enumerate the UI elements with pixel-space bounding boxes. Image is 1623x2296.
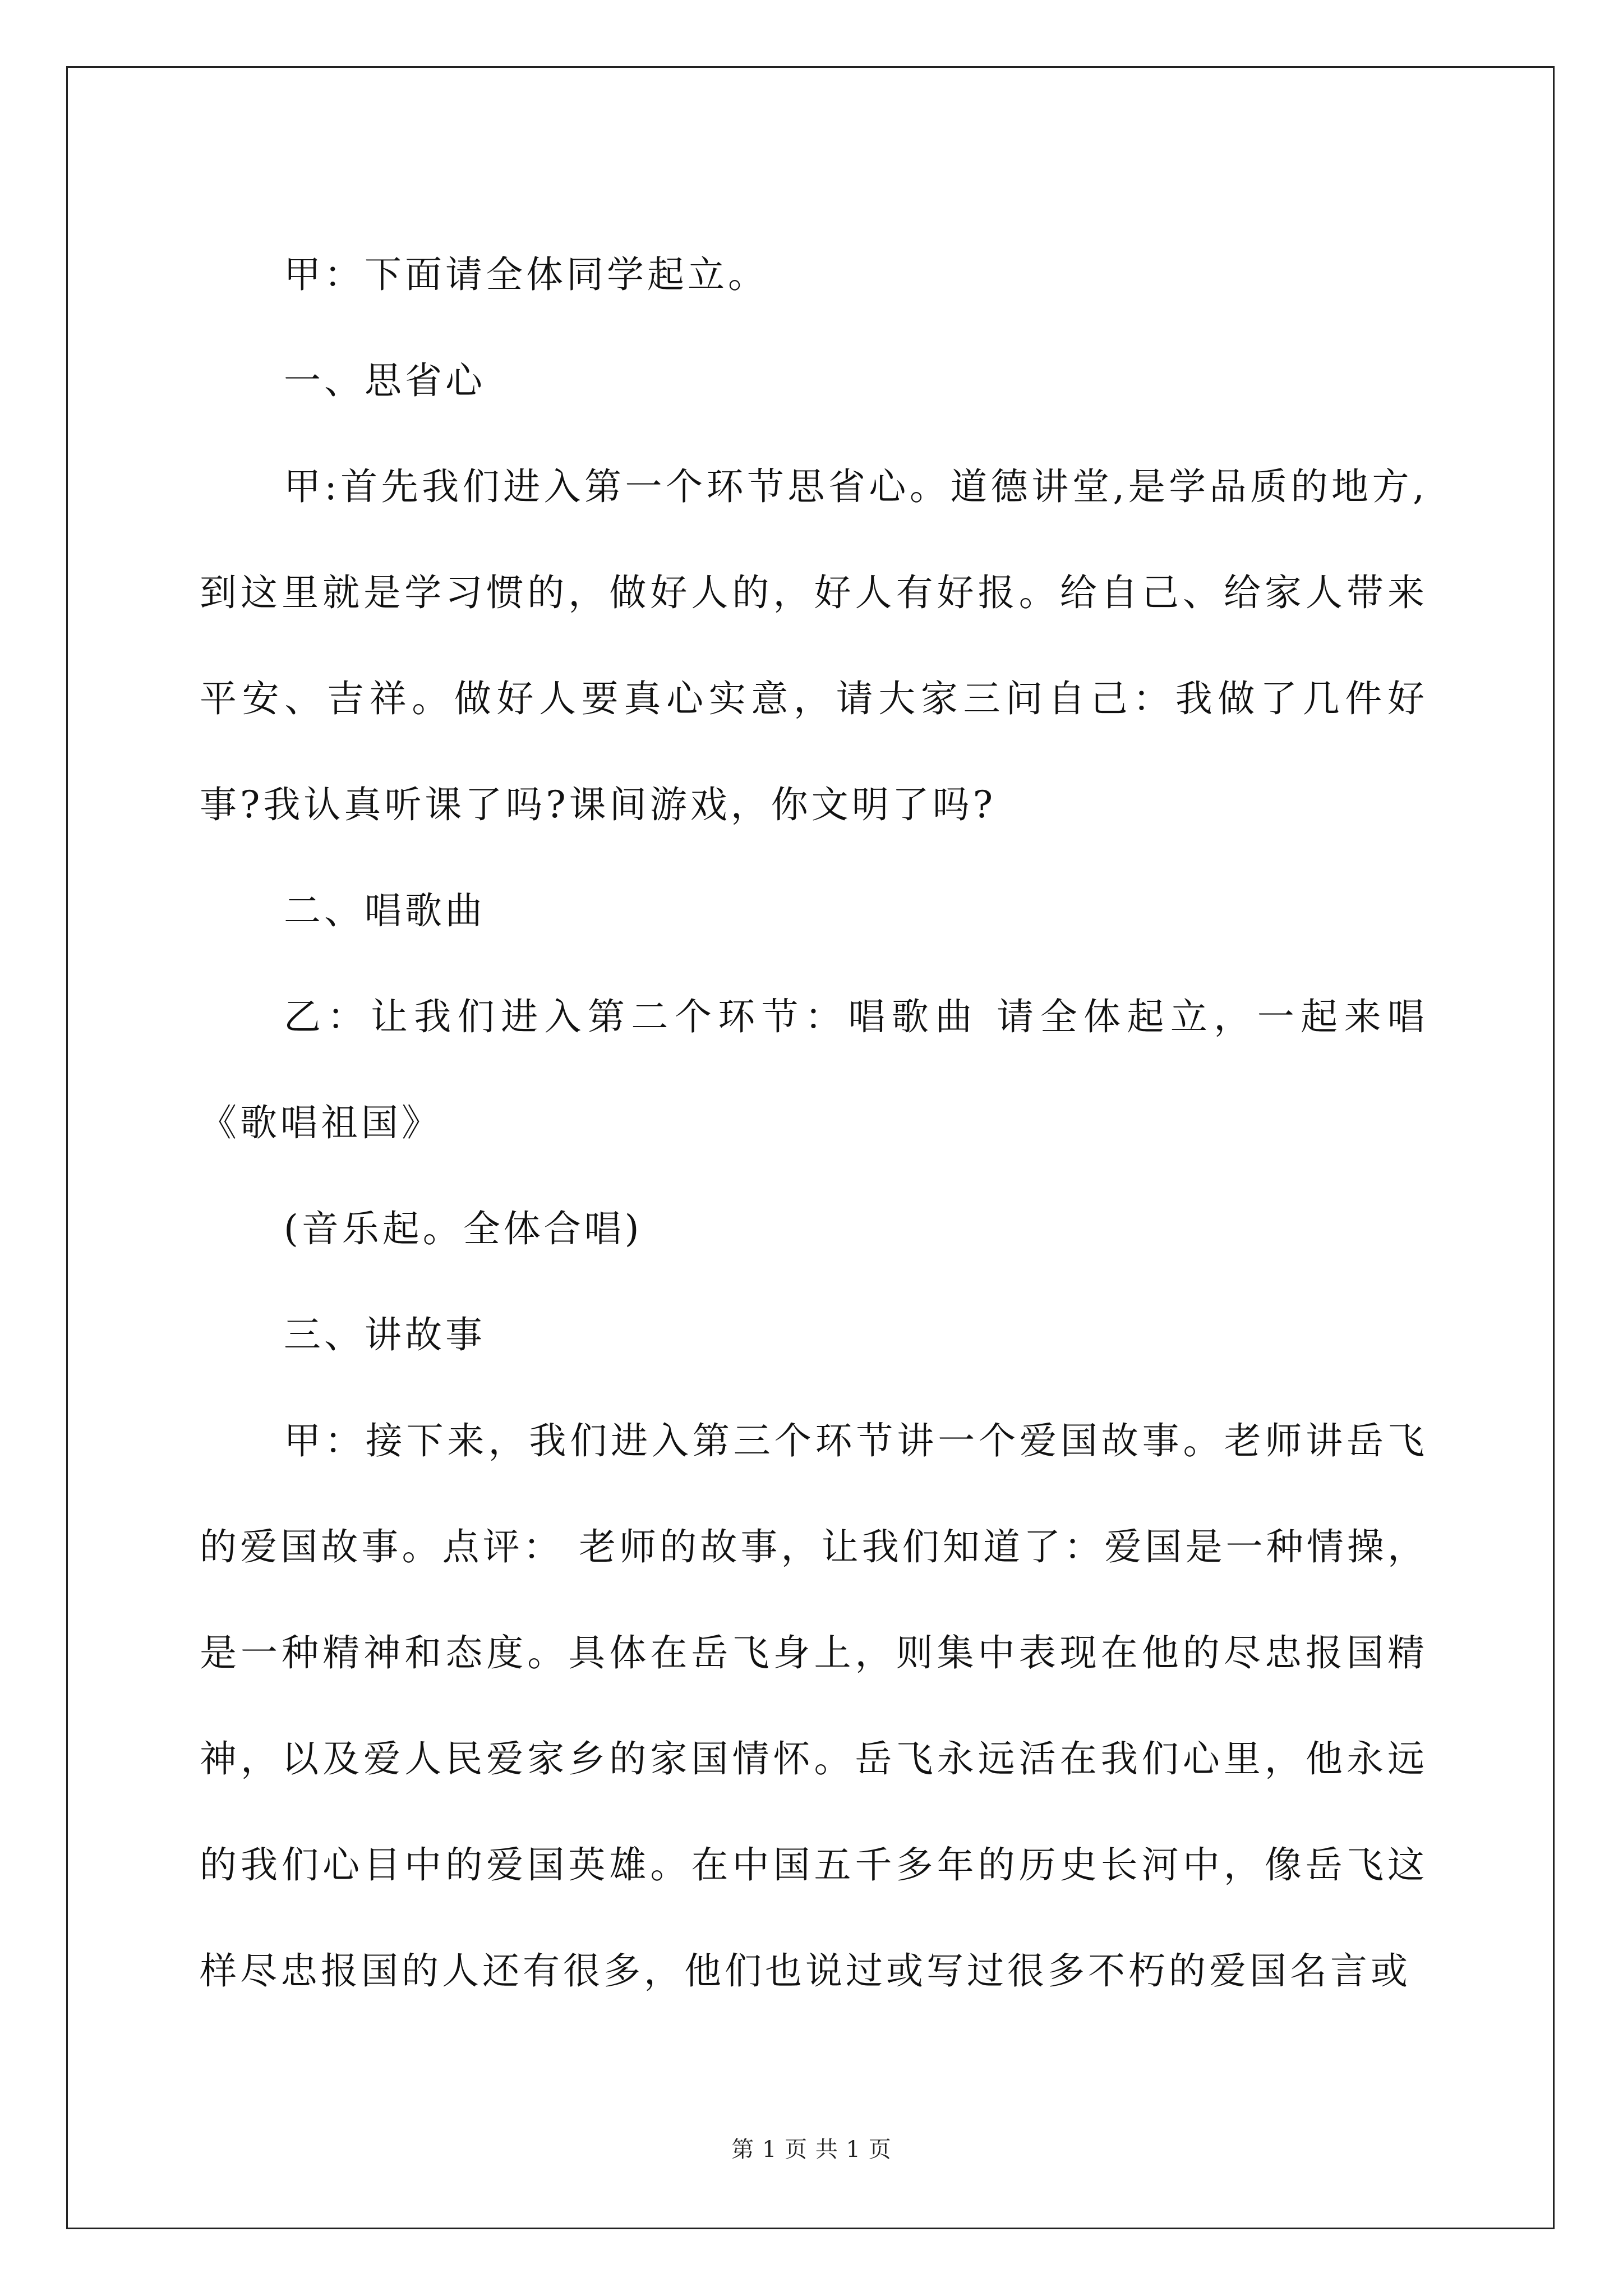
paragraph-reflection: 甲:首先我们进入第一个环节思省心。道德讲堂,是学品质的地方,到这里就是学习惯的，做好人的，好人有好报。给自己、给家人带来平安、吉祥。做好人要真心实意，请大家三问自己：我做了几件好事?我认真听课了吗?课间游戏，你文明了吗? <box>200 465 1428 826</box>
section-heading-song: 二、唱歌曲 <box>284 889 486 932</box>
document-body <box>200 222 1428 2024</box>
section-heading-story: 三、讲故事 <box>284 1313 486 1356</box>
page-footer: 第 1 页 共 1 页 <box>731 2137 892 2162</box>
paragraph-stand-up: 甲：下面请全体同学起立。 <box>284 253 768 296</box>
paragraph-music-note: (音乐起。全体合唱) <box>284 1207 643 1250</box>
paragraph-song: 乙：让我们进入第二个环节：唱歌曲 请全体起立，一起来唱《歌唱祖国》 <box>200 995 1428 1144</box>
paragraph-story: 甲：接下来，我们进入第三个环节讲一个爱国故事。老师讲岳飞的爱国故事。点评： 老师的故事，让我们知道了：爱国是一种情操，是一种精神和态度。具体在岳飞身上，则集中表现在他的尽忠报国精神，以及爱人民爱家乡的家国情怀。岳飞永远活在我们心里，他永远的我们心目中的爱国英雄。在中国五千多年的历史长河中，像岳飞这样尽忠报国的人还有很多，他们也说过或写过很多不朽的爱国名言或 <box>200 1419 1428 1993</box>
section-heading-reflection: 一、思省心 <box>284 359 486 402</box>
